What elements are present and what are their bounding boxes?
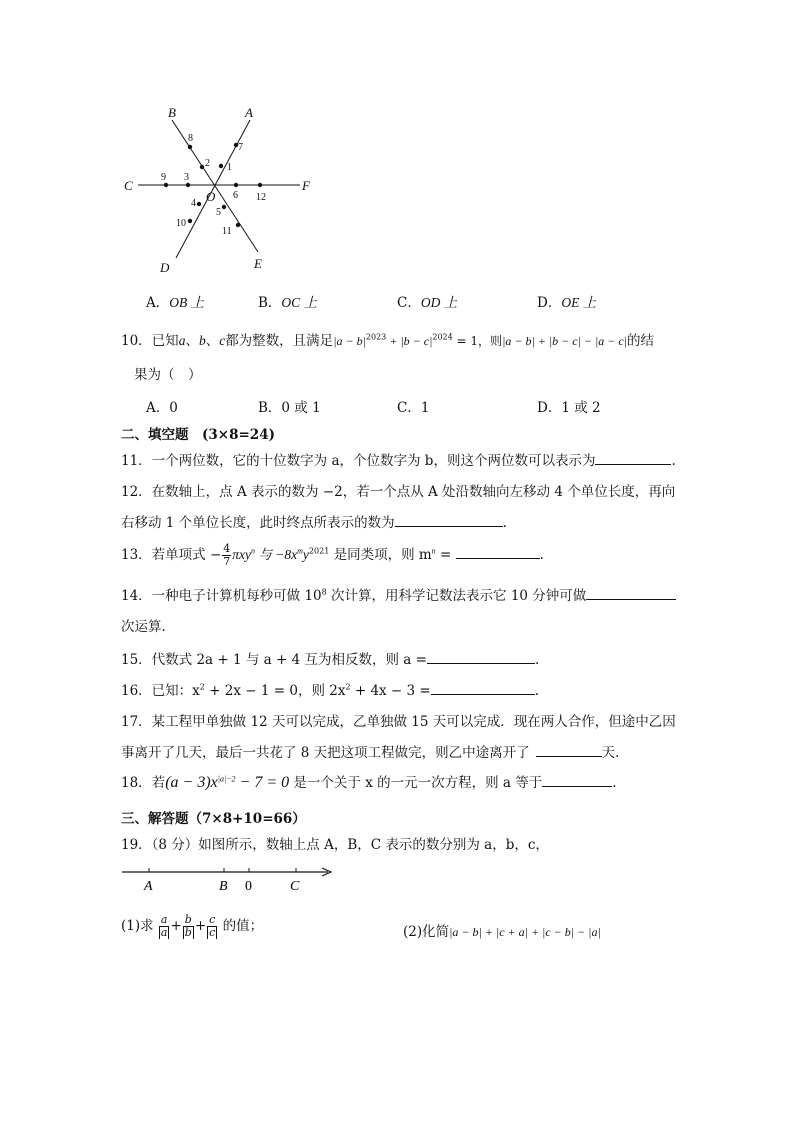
- q10-option-a[interactable]: A．0: [146, 400, 178, 416]
- fraction-b-over-abs-b: $\frac{b}{b}$: [184, 913, 192, 939]
- q14-line2: 次运算.: [121, 619, 166, 635]
- q18: 18．若$(a - 3)x^{|a|-2} - 7 = 0$ 是一个关于 x 的一元一次方程，则 a 等于 .: [121, 774, 617, 791]
- q16: 16．已知：$x^2 + 2x - 1 = 0$，则 $2x^2 + 4x - 3$ = .: [121, 682, 540, 699]
- num-10: 10: [176, 218, 186, 229]
- num-9: 9: [161, 172, 166, 183]
- number-line: [118, 862, 338, 894]
- q17-line2: 事离开了几天，最后一共花了 8 天把这项工程做完，则乙中途离开了 天.: [121, 745, 620, 761]
- point-10: [188, 219, 192, 223]
- section-3-heading: 三、解答题（7×8+10=66）: [121, 811, 306, 827]
- q17-line1: 17．某工程甲单独做 12 天可以完成，乙单独做 15 天可以完成．现在两人合作，但途中乙因: [121, 714, 676, 730]
- fraction-a-over-abs-a: $\frac{a}{a}$: [160, 913, 168, 939]
- section-2-heading: 二、填空题 (3×8=24): [121, 427, 275, 443]
- point-1: [219, 164, 223, 168]
- point-6: [234, 183, 238, 187]
- q10-option-d[interactable]: D．1 或 2: [537, 400, 601, 416]
- q9-option-a[interactable]: A．OB 上: [146, 295, 205, 311]
- label-a: A: [245, 105, 253, 120]
- point-11: [236, 223, 240, 227]
- label-c: C: [124, 178, 133, 193]
- q14-answer-blank[interactable]: [586, 587, 676, 600]
- q13: 13．若单项式 − $\frac{4}{7}$ πxy$^n$ 与 $-8x^my^{2021}$ 是同类项，则 $m^n$ = .: [121, 542, 544, 568]
- q16-answer-blank[interactable]: [431, 682, 535, 695]
- point-2: [200, 165, 204, 169]
- q15: 15．代数式 2a + 1 与 a + 4 互为相反数，则 a = .: [121, 652, 540, 668]
- num-11: 11: [222, 226, 232, 237]
- num-6: 6: [233, 190, 238, 201]
- num-5: 5: [216, 207, 221, 218]
- point-12: [258, 183, 262, 187]
- num-12: 12: [256, 192, 266, 203]
- q10-stem: 10．已知a、b、c都为整数，且满足$|a - b|^{2023} + |b - c|^{2024} = 1$，则|a − b| + |b − c| − |a − c|的结: [121, 332, 654, 349]
- q19-stem: 19．（8 分）如图所示，数轴上点 A，B，C 表示的数分别为 a，b，c，: [121, 837, 549, 853]
- num-3: 3: [184, 172, 189, 183]
- fraction-4-7: $\frac{4}{7}$: [223, 542, 231, 568]
- q9-option-c[interactable]: C．OD 上: [397, 295, 458, 311]
- angle-figure: [110, 100, 340, 280]
- num-4: 4: [191, 198, 196, 209]
- q14-line1: 14．一种电子计算机每秒可做 $10^8$ 次计算，用科学记数法表示它 10 分钟可做: [121, 584, 676, 604]
- q11-answer-blank[interactable]: [595, 452, 671, 465]
- point-8: [188, 145, 192, 149]
- label-b: B: [168, 105, 176, 120]
- q9-option-d[interactable]: D．OE 上: [537, 295, 597, 311]
- q18-answer-blank[interactable]: [542, 774, 612, 787]
- q17-answer-blank[interactable]: [536, 744, 602, 757]
- point-3: [186, 183, 190, 187]
- label-o: O: [206, 189, 216, 204]
- q19-part2: (2)化简|a − b| + |c + a| + |c − b| − |a|: [403, 924, 601, 940]
- q12-answer-blank[interactable]: [395, 514, 503, 527]
- point-5: [222, 205, 226, 209]
- fraction-c-over-abs-c: $\frac{c}{c}$: [209, 913, 216, 939]
- q10-stem-line2: 果为（ ）: [134, 367, 202, 383]
- num-8: 8: [188, 133, 193, 144]
- label-d: D: [160, 260, 170, 275]
- num-2: 2: [205, 158, 210, 169]
- q12-line2: 右移动 1 个单位长度，此时终点所表示的数为 .: [121, 515, 507, 531]
- q15-answer-blank[interactable]: [427, 651, 535, 664]
- q10-option-b[interactable]: B．0 或 1: [258, 400, 321, 416]
- num-7: 7: [238, 142, 243, 153]
- point-9: [164, 183, 168, 187]
- point-4: [197, 202, 201, 206]
- q12-line1: 12．在数轴上，点 A 表示的数为 −2，若一个点从 A 处沿数轴向左移动 4 个单位长度，再向: [121, 484, 676, 500]
- num-1: 1: [227, 162, 232, 173]
- q13-answer-blank[interactable]: [456, 546, 540, 559]
- label-f: F: [302, 178, 310, 193]
- q11: 11．一个两位数，它的十位数字为 a，个位数字为 b，则这个两位数可以表示为 .: [121, 453, 676, 469]
- q19-part1: (1)求 $\frac{a}{a}$ + $\frac{b}{b}$ + $\frac{c}{c}$ 的值；: [121, 913, 264, 939]
- numberline-label-c: C: [290, 879, 300, 894]
- q10-option-c[interactable]: C．1: [397, 400, 430, 416]
- q9-option-b[interactable]: B．OC 上: [258, 295, 318, 311]
- numberline-label-a: A: [144, 879, 153, 894]
- label-e: E: [254, 256, 262, 271]
- numberline-label-zero: 0: [245, 879, 252, 894]
- numberline-label-b: B: [219, 879, 228, 894]
